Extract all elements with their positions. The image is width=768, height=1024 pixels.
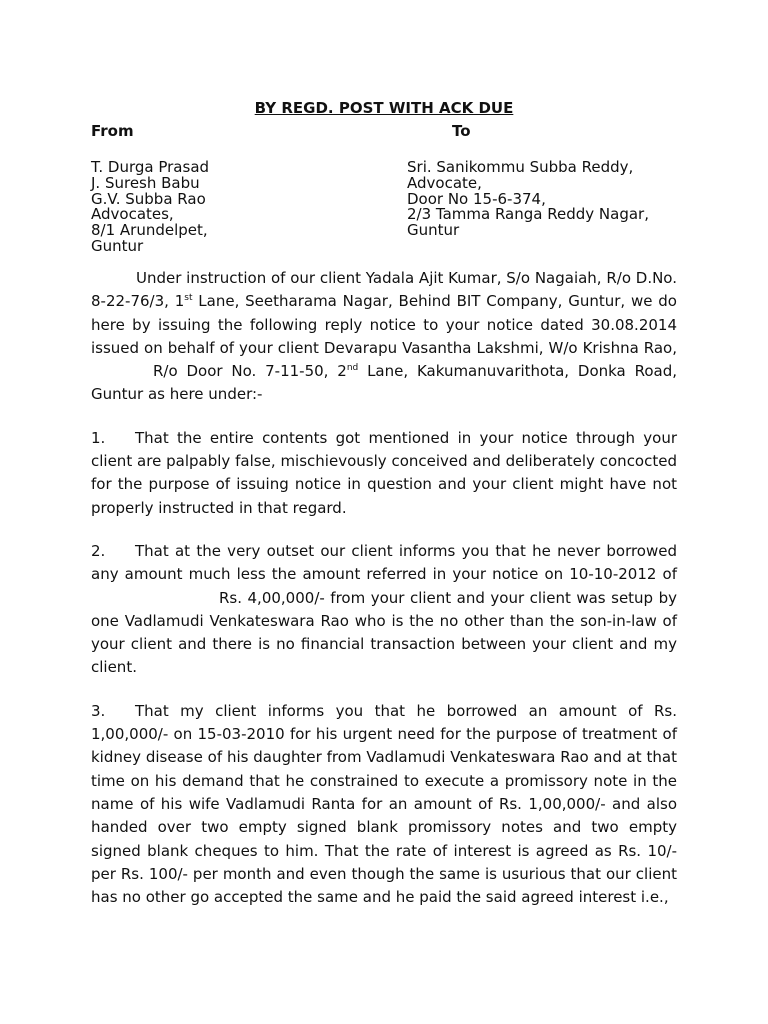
sender-line: T. Durga Prasad bbox=[91, 158, 210, 176]
sender-line: G.V. Subba Rao bbox=[91, 189, 206, 208]
document-page bbox=[91, 98, 677, 909]
paragraph-text: That at the very outset our client informs you that he never borrowed any amount much less the amount referred in your notice on 10-10-2012 of bbox=[91, 541, 677, 584]
intro-text-2: Lane, Seetharama Nagar, Behind BIT Company, Guntur, we do here by issuing the following reply notice to your notice dated 30.08.2014 issued on behalf of your client Devarapu Vasantha Lakshmi, W/o Krishna Rao, bbox=[91, 292, 677, 357]
intro-text-4: Lane, Kakumanuvarithota, Donka Road, Guntur as here under:- bbox=[91, 362, 677, 404]
to-label: To bbox=[452, 122, 471, 140]
recipient-line: Door No 15-6-374, bbox=[407, 189, 546, 208]
sender-line: Guntur bbox=[91, 236, 144, 255]
intro-text-3: R/o Door No. 7-11-50, 2 bbox=[153, 362, 347, 381]
sender-line: 8/1 Arundelpet, bbox=[91, 221, 208, 240]
address-block bbox=[91, 160, 677, 256]
recipient-line: Sri. Sanikommu Subba Reddy, bbox=[407, 158, 634, 176]
from-label: From bbox=[91, 122, 134, 140]
intro-paragraph bbox=[91, 267, 677, 407]
paragraph-text: That the entire contents got mentioned in your notice through your client are palpably false, mischievously conceived and deliberately concocted for the purpose of issuing notice in question and your client might have not properly instructed in that regard. bbox=[91, 428, 677, 517]
recipient-line: Advocate, bbox=[407, 173, 482, 192]
sender-line: J. Suresh Babu bbox=[91, 173, 200, 192]
recipient-address bbox=[407, 160, 649, 239]
numbered-paragraph-3 bbox=[91, 700, 677, 910]
sender-line: Advocates, bbox=[91, 205, 174, 224]
numbered-paragraph-2 bbox=[91, 540, 677, 680]
recipient-line: 2/3 Tamma Ranga Reddy Nagar, bbox=[407, 205, 649, 224]
from-to-row bbox=[91, 121, 677, 141]
intro-text-1: Under instruction of our client Yadala Ajit Kumar, S/o Nagaiah, R/o D.No. 8-22-76/3, 1 bbox=[91, 269, 677, 311]
page-title: BY REGD. POST WITH ACK DUE bbox=[254, 99, 514, 117]
numbered-paragraph-1 bbox=[91, 427, 677, 520]
paragraph-number: 2. bbox=[91, 541, 106, 560]
intro-sup-1: st bbox=[184, 293, 193, 304]
sender-address bbox=[91, 160, 209, 255]
paragraph-text: That my client informs you that he borrowed an amount of Rs. 1,00,000/- on 15-03-2010 for his urgent need for the purpose of treatment of kidney disease of his daughter from Vadlamudi Venkateswara Rao and at that time on his demand that he constrained to execute a promissory note in the name of his wife Vadlamudi Ranta for an amount of Rs. 1,00,000/- and also handed over two empty signed blank promissory notes and two empty signed blank cheques to him. That the rate of interest is agreed as Rs. 10/- per Rs. 100/- per month and even though the same is usurious that our client has no other go accepted the same and he paid the said agreed interest i.e., bbox=[91, 701, 677, 907]
paragraph-number: 3. bbox=[91, 701, 106, 720]
paragraph-number: 1. bbox=[91, 428, 106, 447]
intro-sup-2: nd bbox=[346, 363, 359, 374]
recipient-line: Guntur bbox=[407, 221, 460, 240]
paragraph-text: Rs. 4,00,000/- from your client and your client was setup by one Vadlamudi Venkateswara Rao who is the no other than the son-in-law of your client and there is no financial transaction between your client and my client. bbox=[91, 588, 677, 677]
